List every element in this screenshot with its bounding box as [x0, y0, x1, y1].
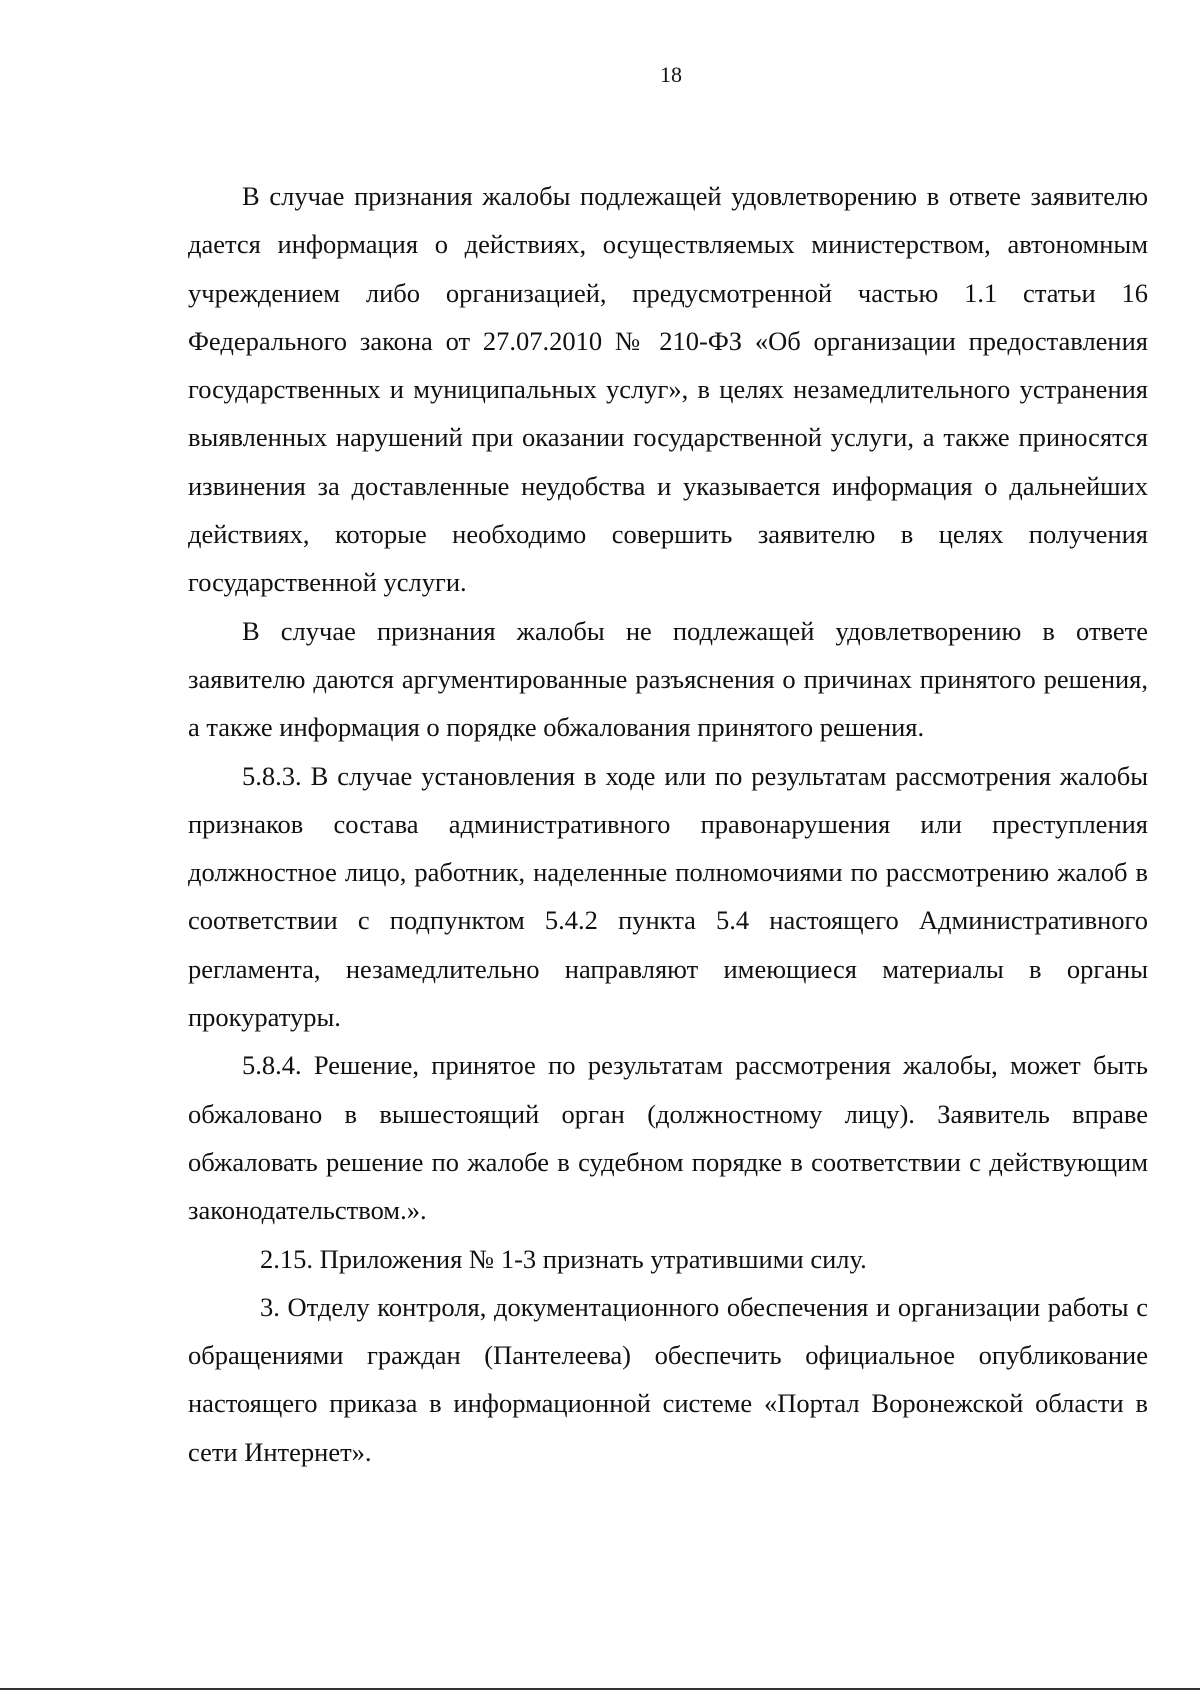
- paragraph-5-8-3: 5.8.3. В случае установления в ходе или по результатам рассмотрения жалобы признаков состава административного правонарушения или преступления должностное лицо, работник, наделенные полномочиями по рассмотрению жалоб в соответствии с подпунктом 5.4.2 пункта 5.4 настоящего Административного регламента, незамедлительно направляют имеющиеся материалы в органы прокуратуры.: [188, 760, 1148, 1033]
- bottom-rule: [0, 1688, 1200, 1690]
- paragraph-5-8-4: 5.8.4. Решение, принятое по результатам рассмотрения жалобы, может быть обжаловано в вышестоящий орган (должностному лицу). Заявитель вправе обжаловать решение по жалобе в судебном порядке в соответствии с действующим законодательством.».: [188, 1050, 1148, 1226]
- paragraph-complaint-satisfied: В случае признания жалобы подлежащей удовлетворению в ответе заявителю дается информация о действиях, осуществляемых министерством, автономным учреждением либо организацией, предусмотренной частью 1.1 статьи 16 Федерального закона от 27.07.2010 № 210-ФЗ «Об организации предоставления государственных и муниципальных услуг», в целях незамедлительного устранения выявленных нарушений при оказании государственной услуги, а также приносятся извинения за доставленные неудобства и указывается информация о дальнейших действиях, которые необходимо совершить заявителю в целях получения государственной услуги.: [188, 181, 1148, 598]
- document-body: [188, 172, 1148, 1476]
- paragraph-complaint-rejected: В случае признания жалобы не подлежащей удовлетворению в ответе заявителю даются аргументированные разъяснения о причинах принятого решения, а также информация о порядке обжалования принятого решения.: [188, 615, 1148, 743]
- page-number: 18: [660, 62, 682, 87]
- paragraph-3-publication: 3. Отделу контроля, документационного обеспечения и организации работы с обращениями граждан (Пантелеева) обеспечить официальное опубликование настоящего приказа в информационной системе «Портал Воронежской области в сети Интернет».: [188, 1291, 1148, 1467]
- paragraph-2-15: 2.15. Приложения № 1-3 признать утратившими силу.: [260, 1243, 867, 1274]
